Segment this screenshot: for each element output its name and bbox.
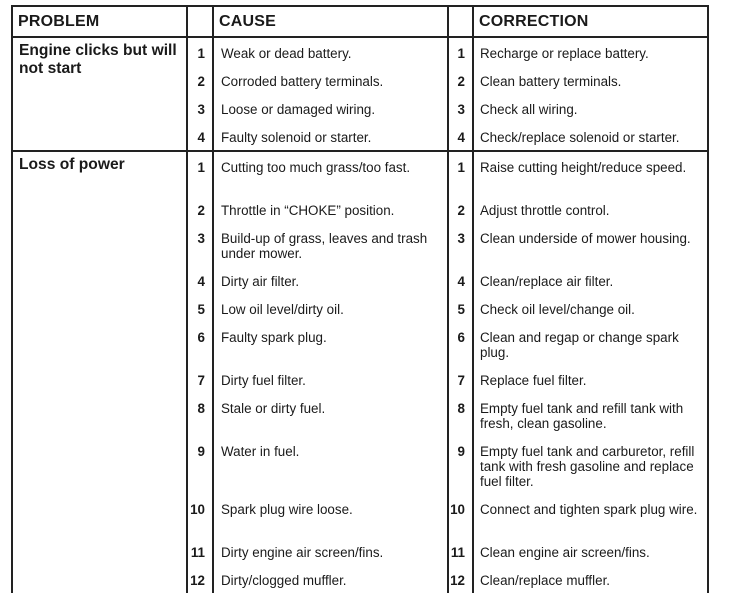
troubleshooting-table <box>11 5 709 593</box>
cause-number: 3 <box>187 223 213 266</box>
cause-text: Faulty spark plug. <box>221 330 327 345</box>
cause-number: 2 <box>187 66 213 94</box>
correction-text: Clean and regap or change spark plug. <box>473 322 708 365</box>
correction-text: Replace fuel filter. <box>473 365 708 393</box>
correction-text: Raise cutting height/reduce speed. <box>473 151 708 195</box>
correction-text: Clean/replace air filter. <box>473 266 708 294</box>
cause-number: 12 <box>187 565 213 593</box>
correction-number: 8 <box>448 393 473 436</box>
cause-text: Build-up of grass, leaves and trash under mower. <box>221 231 428 261</box>
correction-number: 6 <box>448 322 473 365</box>
correction-text: Clean battery terminals. <box>473 66 708 94</box>
table-row <box>12 37 708 66</box>
correction-text: Check all wiring. <box>473 94 708 122</box>
cause-text: Stale or dirty fuel. <box>221 401 326 416</box>
correction-number: 11 <box>448 537 473 565</box>
cause-number: 3 <box>187 94 213 122</box>
correction-text: Check oil level/change oil. <box>473 294 708 322</box>
correction-number: 3 <box>448 94 473 122</box>
cause-number: 2 <box>187 195 213 223</box>
cause-text: Dirty engine air screen/fins. <box>221 545 384 560</box>
cause-text: Loose or damaged wiring. <box>221 102 376 117</box>
cause-number: 4 <box>187 122 213 151</box>
cause-number: 9 <box>187 436 213 494</box>
correction-text: Empty fuel tank and carburetor, refill tank with fresh gasoline and replace fuel filter. <box>473 436 708 494</box>
correction-number-header <box>448 6 473 37</box>
correction-number: 4 <box>448 122 473 151</box>
correction-text: Check/replace solenoid or starter. <box>473 122 708 151</box>
cause-number: 11 <box>187 537 213 565</box>
cause-text: Faulty solenoid or starter. <box>221 130 372 145</box>
correction-number: 5 <box>448 294 473 322</box>
cause-text: Cutting too much grass/too fast. <box>213 151 448 195</box>
problem-cell: Loss of power <box>12 151 187 593</box>
correction-text: Clean/replace muffler. <box>473 565 708 593</box>
problem-header: PROBLEM <box>12 6 187 37</box>
cause-number-header <box>187 6 213 37</box>
correction-number: 2 <box>448 66 473 94</box>
cause-text: Water in fuel. <box>221 444 300 459</box>
cause-number: 8 <box>187 393 213 436</box>
correction-text: Recharge or replace battery. <box>473 37 708 66</box>
correction-number: 1 <box>448 37 473 66</box>
header-row <box>12 6 708 37</box>
correction-text: Clean engine air screen/fins. <box>473 537 708 565</box>
problem-cell: Engine clicks but will not start <box>12 37 187 151</box>
cause-number: 1 <box>187 151 213 195</box>
cause-number: 1 <box>187 37 213 66</box>
correction-text: Adjust throttle control. <box>473 195 708 223</box>
correction-header: CORRECTION <box>473 6 708 37</box>
table-row <box>12 151 708 195</box>
cause-number: 5 <box>187 294 213 322</box>
cause-text: Dirty air filter. <box>221 274 300 289</box>
correction-number: 12 <box>448 565 473 593</box>
table-body <box>12 37 708 593</box>
correction-text: Connect and tighten spark plug wire. <box>473 494 708 537</box>
cause-header: CAUSE <box>213 6 448 37</box>
cause-number: 10 <box>187 494 213 537</box>
correction-number: 4 <box>448 266 473 294</box>
correction-number: 2 <box>448 195 473 223</box>
cause-text: Spark plug wire loose. <box>221 502 353 517</box>
cause-text: Throttle in “CHOKE” position. <box>221 203 395 218</box>
correction-text: Clean underside of mower housing. <box>473 223 708 266</box>
correction-number: 10 <box>448 494 473 537</box>
cause-number: 6 <box>187 322 213 365</box>
cause-text: Corroded battery terminals. <box>221 74 384 89</box>
correction-number: 3 <box>448 223 473 266</box>
cause-number: 7 <box>187 365 213 393</box>
cause-text: Dirty/clogged muffler. <box>221 573 347 588</box>
correction-text: Empty fuel tank and refill tank with fresh, clean gasoline. <box>473 393 708 436</box>
correction-number: 7 <box>448 365 473 393</box>
correction-number: 9 <box>448 436 473 494</box>
cause-text: Low oil level/dirty oil. <box>221 302 344 317</box>
cause-text: Weak or dead battery. <box>213 37 448 66</box>
cause-text: Dirty fuel filter. <box>221 373 306 388</box>
cause-number: 4 <box>187 266 213 294</box>
correction-number: 1 <box>448 151 473 195</box>
